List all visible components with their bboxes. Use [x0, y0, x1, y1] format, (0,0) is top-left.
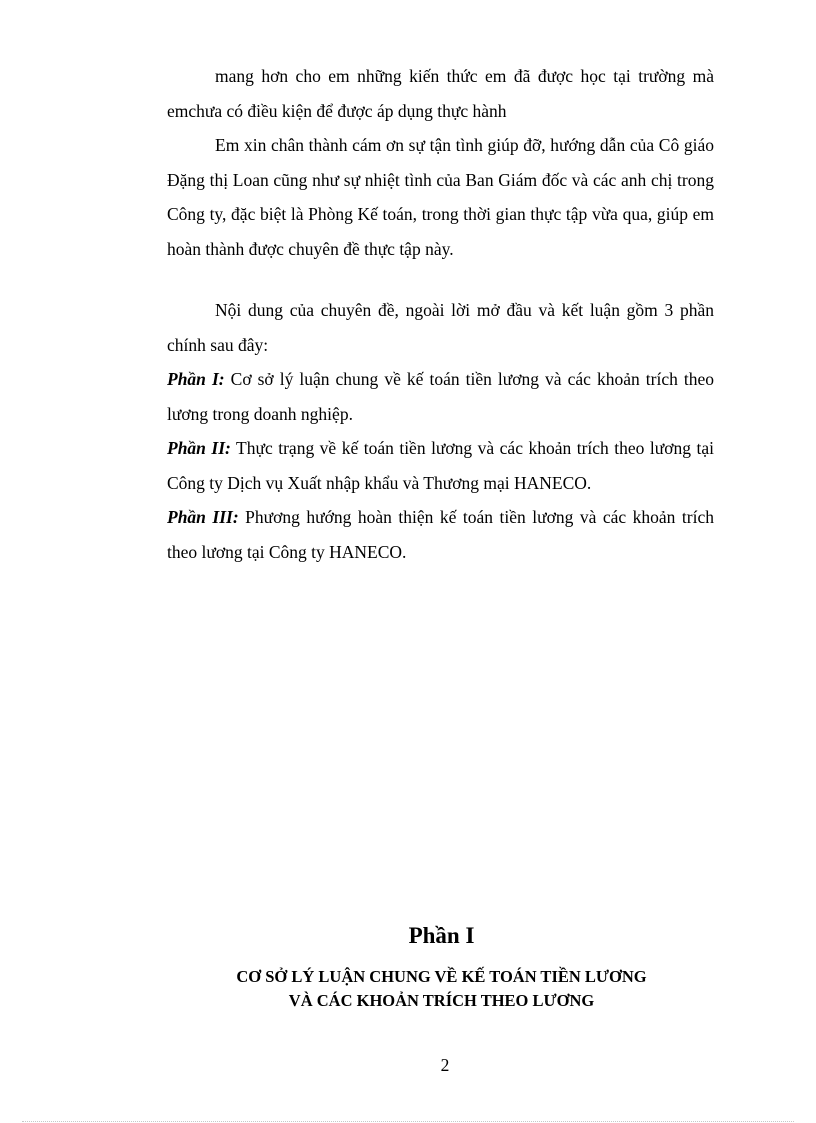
paragraph-thanks [167, 128, 714, 266]
part-label: Phần II: [167, 438, 231, 458]
section-subtitle-line-2: VÀ CÁC KHOẢN TRÍCH THEO LƯƠNG [288, 991, 595, 1010]
section-subtitle [100, 965, 783, 1013]
part-item-3 [167, 500, 714, 569]
section-title: Phần I [408, 923, 475, 948]
part-text: Cơ sở lý luận chung về kế toán tiền lương và các khoản trích theo lương trong doanh nghiệp. [167, 369, 715, 424]
part-text: Phương hướng hoàn thiện kế toán tiền lương và các khoản trích theo lương tại Công ty HANECO. [167, 507, 714, 562]
part-item-1 [167, 362, 714, 431]
paragraph-contents [167, 293, 714, 569]
paragraph-text: Nội dung của chuyên đề, ngoài lời mở đầu và kết luận gồm 3 phần chính sau đây: [167, 300, 714, 355]
part-label: Phần I: [167, 369, 225, 389]
page-number: 2 [440, 1055, 450, 1075]
paragraph-text: mang hơn cho em những kiến thức em đã được học tại trường mà emchưa có điều kiện để được áp dụng thực hành [167, 66, 714, 121]
paragraph-acknowledgement-end [167, 59, 714, 128]
section-subtitle-line-1: CƠ SỞ LÝ LUẬN CHUNG VỀ KẾ TOÁN TIỀN LƯƠNG [236, 967, 647, 986]
part-text: Thực trạng về kế toán tiền lương và các khoản trích theo lương tại Công ty Dịch vụ Xuất nhập khẩu và Thương mại HANECO. [167, 438, 714, 493]
part-item-2 [167, 431, 714, 500]
paragraph-text: Em xin chân thành cám ơn sự tận tình giúp đỡ, hướng dẫn của Cô giáo Đặng thị Loan cũng như sự nhiệt tình của Ban Giám đốc và các anh chị trong Công ty, đặc biệt là Phòng Kế toán, trong thời gian thực tập vừa qua, giúp em hoàn thành được chuyên đề thực tập này. [167, 135, 714, 259]
page-bottom-divider [22, 1121, 794, 1122]
part-label: Phần III: [167, 507, 239, 527]
